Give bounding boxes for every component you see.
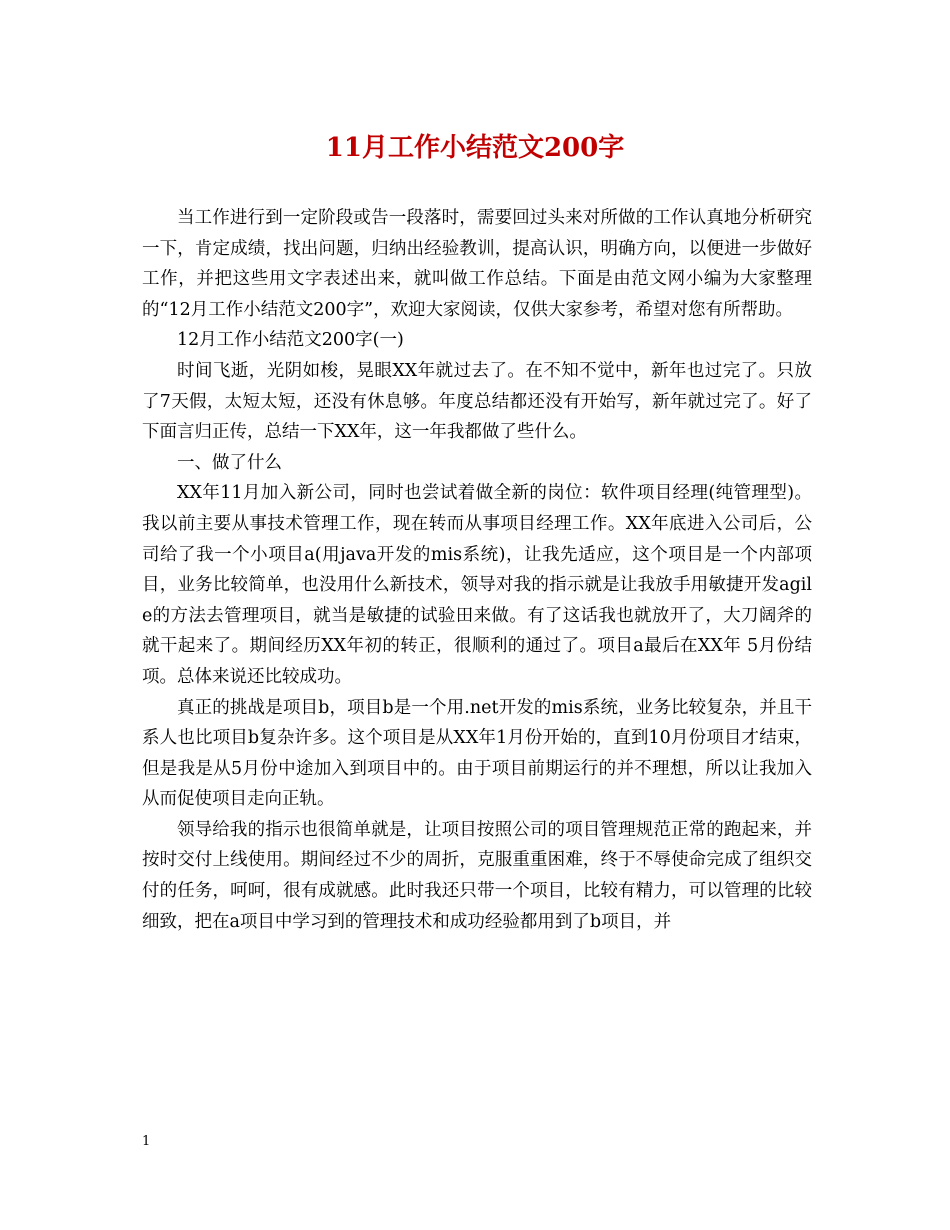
page-number: 1 [142,1134,151,1149]
paragraph-leader-instructions: 领导给我的指示也很简单就是，让项目按照公司的项目管理规范正常的跑起来，并按时交付上线使用。期间经过不少的周折，克服重重困难，终于不辱使命完成了组织交付的任务，呵呵，很有成就感。此时我还只带一个项目，比较有精力，可以管理的比较细致，把在a项目中学习到的管理技术和成功经验都用到了b项目，并 [142,819,812,932]
section-heading-one: 12月工作小结范文200字(一) [177,330,404,351]
paragraph-project-a: XX年11月加入新公司，同时也尝试着做全新的岗位：软件项目经理(纯管理型)。我以前主要从事技术管理工作，现在转而从事项目经理工作。XX年底进入公司后，公司给了我一个小项目a(用java开发的mis系统)，让我先适应，这个项目是一个内部项目，业务比较简单，也没用什么新技术，领导对我的指示就是让我放手用敏捷开发agile的方法去管理项目，就当是敏捷的试验田来做。有了这话我也就放开了，大刀阔斧的就干起来了。期间经历XX年初的转正，很顺利的通过了。项目a最后在XX年 5月份结项。总体来说还比较成功。 [142,483,812,687]
document-body [142,203,812,937]
paragraph-time-flies: 时间飞逝，光阴如梭，晃眼XX年就过去了。在不知不觉中，新年也过完了。只放了7天假，太短太短，还没有休息够。年度总结都还没有开始写，新年就过完了。好了下面言归正传，总结一下XX年，这一年我都做了些什么。 [142,360,812,443]
subheading-what-done: 一、做了什么 [177,452,282,473]
document-title: 11月工作小结范文200字 [325,133,625,163]
paragraph-project-b: 真正的挑战是项目b，项目b是一个用.net开发的mis系统，业务比较复杂，并且干系人也比项目b复杂许多。这个项目是从XX年1月份开始的，直到10月份项目才结束，但是我是从5月份中途加入到项目中的。由于项目前期运行的并不理想，所以让我加入从而促使项目走向正轨。 [142,697,812,810]
paragraph-intro: 当工作进行到一定阶段或告一段落时，需要回过头来对所做的工作认真地分析研究一下，肯定成绩，找出问题，归纳出经验教训，提高认识，明确方向，以便进一步做好工作，并把这些用文字表述出来，就叫做工作总结。下面是由范文网小编为大家整理的“12月工作小结范文200字”，欢迎大家阅读，仅供大家参考，希望对您有所帮助。 [142,208,812,320]
